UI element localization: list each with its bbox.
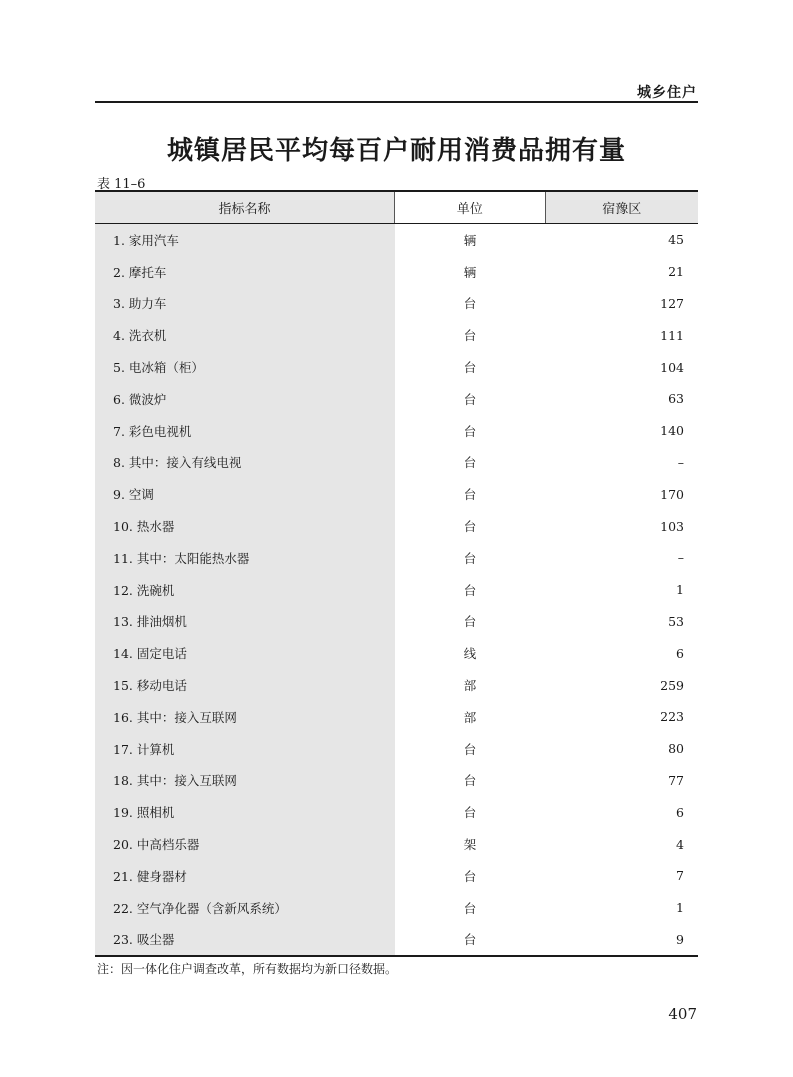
row-value-cell: 63	[668, 391, 684, 407]
row-name-cell: 12. 洗碗机	[95, 574, 395, 606]
row-unit-cell: 辆	[463, 232, 477, 248]
table-row	[95, 415, 698, 447]
footnote: 注：因一体化住户调查改革，所有数据均为新口径数据。	[97, 962, 398, 976]
row-name-cell: 10. 热水器	[95, 510, 395, 542]
table-number: 表 11–6	[97, 177, 146, 192]
column-header-name: 指标名称	[95, 192, 394, 223]
row-unit-cell: 台	[463, 550, 477, 566]
row-unit-cell: 台	[463, 900, 477, 916]
row-value-cell: 6	[676, 645, 684, 661]
row-name-cell: 22. 空气净化器（含新风系统）	[95, 892, 395, 924]
row-name-cell: 14. 固定电话	[95, 637, 395, 669]
row-unit-cell: 台	[463, 296, 477, 312]
table-row	[95, 606, 698, 638]
table-row	[95, 510, 698, 542]
table-row	[95, 860, 698, 892]
row-unit-cell: 台	[463, 773, 477, 789]
row-value-cell: 1	[676, 582, 684, 598]
table-row	[95, 256, 698, 288]
row-unit-cell: 架	[463, 837, 477, 853]
table-row	[95, 796, 698, 828]
table-row	[95, 733, 698, 765]
column-header-unit: 单位	[394, 192, 545, 223]
row-name-cell: 18. 其中：接入互联网	[95, 765, 395, 797]
table-header	[95, 192, 698, 224]
table-row	[95, 924, 698, 956]
column-header-value: 宿豫区	[545, 192, 699, 223]
row-unit-cell: 线	[463, 646, 477, 662]
row-value-cell: 111	[660, 327, 684, 343]
table-row	[95, 701, 698, 733]
row-value-cell: 127	[660, 295, 684, 311]
data-table	[95, 190, 698, 957]
row-value-cell: 77	[668, 772, 684, 788]
row-unit-cell: 台	[463, 519, 477, 535]
section-label: 城乡住户	[637, 85, 697, 101]
row-value-cell: 9	[676, 931, 684, 947]
table-row	[95, 765, 698, 797]
table-row	[95, 288, 698, 320]
row-name-cell: 11. 其中：太阳能热水器	[95, 542, 395, 574]
row-unit-cell: 辆	[463, 264, 477, 280]
table-row	[95, 828, 698, 860]
row-name-cell: 9. 空调	[95, 478, 395, 510]
row-name-cell: 21. 健身器材	[95, 860, 395, 892]
row-unit-cell: 台	[463, 582, 477, 598]
row-value-cell: 6	[676, 804, 684, 820]
row-name-cell: 13. 排油烟机	[95, 606, 395, 638]
row-value-cell: –	[677, 454, 684, 470]
row-value-cell: 7	[676, 868, 684, 884]
row-name-cell: 4. 洗衣机	[95, 319, 395, 351]
row-name-cell: 15. 移动电话	[95, 669, 395, 701]
table-row	[95, 478, 698, 510]
table-row	[95, 892, 698, 924]
table-row	[95, 383, 698, 415]
row-unit-cell: 台	[463, 614, 477, 630]
page-number: 407	[668, 1005, 697, 1023]
row-unit-cell: 台	[463, 805, 477, 821]
row-unit-cell: 部	[463, 678, 477, 694]
header-rule	[95, 101, 698, 103]
row-value-cell: 45	[668, 232, 684, 248]
row-value-cell: 223	[660, 709, 684, 725]
row-name-cell: 8. 其中：接入有线电视	[95, 447, 395, 479]
row-name-cell: 20. 中高档乐器	[95, 828, 395, 860]
row-name-cell: 23. 吸尘器	[95, 924, 395, 956]
page-title: 城镇居民平均每百户耐用消费品拥有量	[166, 136, 626, 166]
row-unit-cell: 台	[463, 741, 477, 757]
table-row	[95, 574, 698, 606]
row-value-cell: 140	[660, 423, 684, 439]
row-name-cell: 17. 计算机	[95, 733, 395, 765]
row-unit-cell: 台	[463, 360, 477, 376]
table-row	[95, 542, 698, 574]
table-row	[95, 351, 698, 383]
row-value-cell: 259	[660, 677, 684, 693]
row-unit-cell: 台	[463, 423, 477, 439]
row-value-cell: 21	[668, 264, 684, 280]
row-name-cell: 19. 照相机	[95, 796, 395, 828]
row-value-cell: 80	[668, 741, 684, 757]
row-name-cell: 7. 彩色电视机	[95, 415, 395, 447]
row-name-cell: 1. 家用汽车	[95, 224, 395, 256]
row-unit-cell: 台	[463, 455, 477, 471]
row-value-cell: 4	[676, 836, 684, 852]
row-value-cell: 53	[668, 613, 684, 629]
row-unit-cell: 部	[463, 709, 477, 725]
table-row	[95, 637, 698, 669]
table-body	[95, 224, 698, 955]
table-row	[95, 447, 698, 479]
table-row	[95, 669, 698, 701]
row-value-cell: 1	[676, 900, 684, 916]
row-value-cell: 103	[660, 518, 684, 534]
row-unit-cell: 台	[463, 391, 477, 407]
row-name-cell: 3. 助力车	[95, 288, 395, 320]
row-name-cell: 5. 电冰箱（柜）	[95, 351, 395, 383]
row-unit-cell: 台	[463, 932, 477, 948]
table-row	[95, 224, 698, 256]
row-unit-cell: 台	[463, 328, 477, 344]
row-name-cell: 16. 其中：接入互联网	[95, 701, 395, 733]
row-unit-cell: 台	[463, 868, 477, 884]
row-value-cell: 104	[660, 359, 684, 375]
row-value-cell: 170	[660, 486, 684, 502]
row-name-cell: 6. 微波炉	[95, 383, 395, 415]
row-value-cell: –	[677, 550, 684, 566]
row-unit-cell: 台	[463, 487, 477, 503]
row-name-cell: 2. 摩托车	[95, 256, 395, 288]
table-row	[95, 319, 698, 351]
